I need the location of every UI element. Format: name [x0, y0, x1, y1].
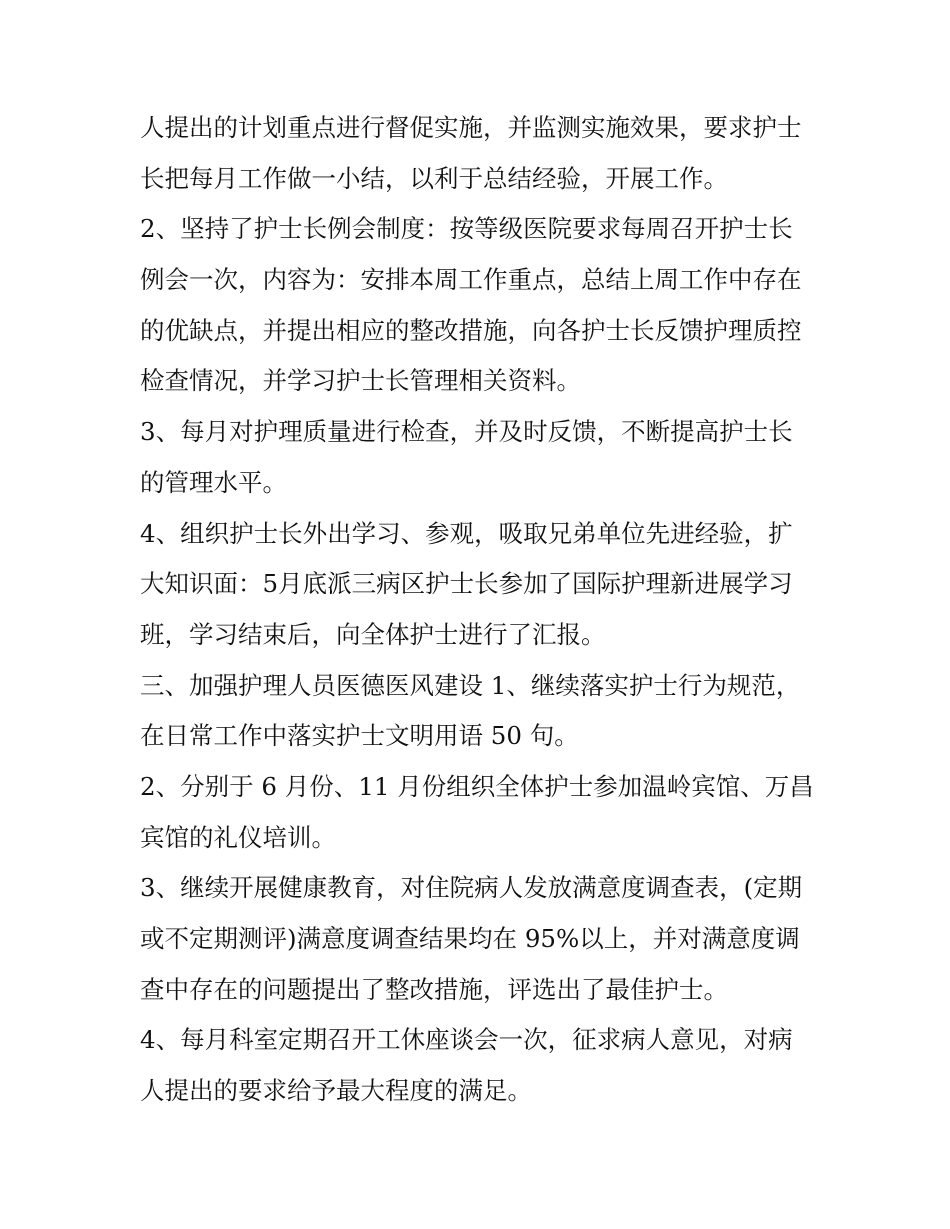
text-line: 在日常工作中落实护士文明用语 50 句。 [140, 721, 579, 751]
document-body [140, 103, 820, 1117]
text-line: 或不定期测评)满意度调查结果均在 95%以上，并对满意度调 [140, 924, 800, 953]
text-line: 人提出的计划重点进行督促实施，并监测实施效果，要求护士 [140, 113, 802, 142]
text-line: 三、加强护理人员医德医风建设 1、继续落实护士行为规范， [140, 670, 801, 700]
text-line: 2、分别于 6 月份、11 月份组织全体护士参加温岭宾馆、万昌 [140, 771, 814, 801]
text-line: 查中存在的问题提出了整改措施，评选出了最佳护士。 [140, 974, 728, 1004]
text-line: 4、每月科室定期召开工休座谈会一次，征求病人意见，对病 [140, 1025, 793, 1055]
text-line: 检查情况，并学习护士长管理相关资料。 [140, 366, 581, 396]
text-line: 例会一次，内容为：安排本周工作重点，总结上周工作中存在 [140, 265, 802, 295]
text-line: 宾馆的礼仪培训。 [140, 822, 336, 852]
text-line: 的优缺点，并提出相应的整改措施，向各护士长反馈护理质控 [140, 315, 802, 345]
text-line: 班，学习结束后，向全体护士进行了汇报。 [140, 619, 606, 649]
text-line: 3、每月对护理质量进行检查，并及时反馈，不断提高护士长 [140, 417, 793, 447]
text-line: 的管理水平。 [140, 467, 287, 497]
text-line: 大知识面：5月底派三病区护士长参加了国际护理新进展学习 [140, 569, 793, 599]
text-line: 2、坚持了护士长例会制度：按等级医院要求每周召开护士长 [140, 214, 793, 244]
text-line: 4、组织护士长外出学习、参观，吸取兄弟单位先进经验，扩 [140, 518, 793, 548]
text-line: 长把每月工作做一小结，以利于总结经验，开展工作。 [140, 163, 728, 193]
text-line: 3、继续开展健康教育，对住院病人发放满意度调查表，(定期 [140, 873, 803, 903]
text-line: 人提出的要求给予最大程度的满足。 [140, 1076, 532, 1106]
